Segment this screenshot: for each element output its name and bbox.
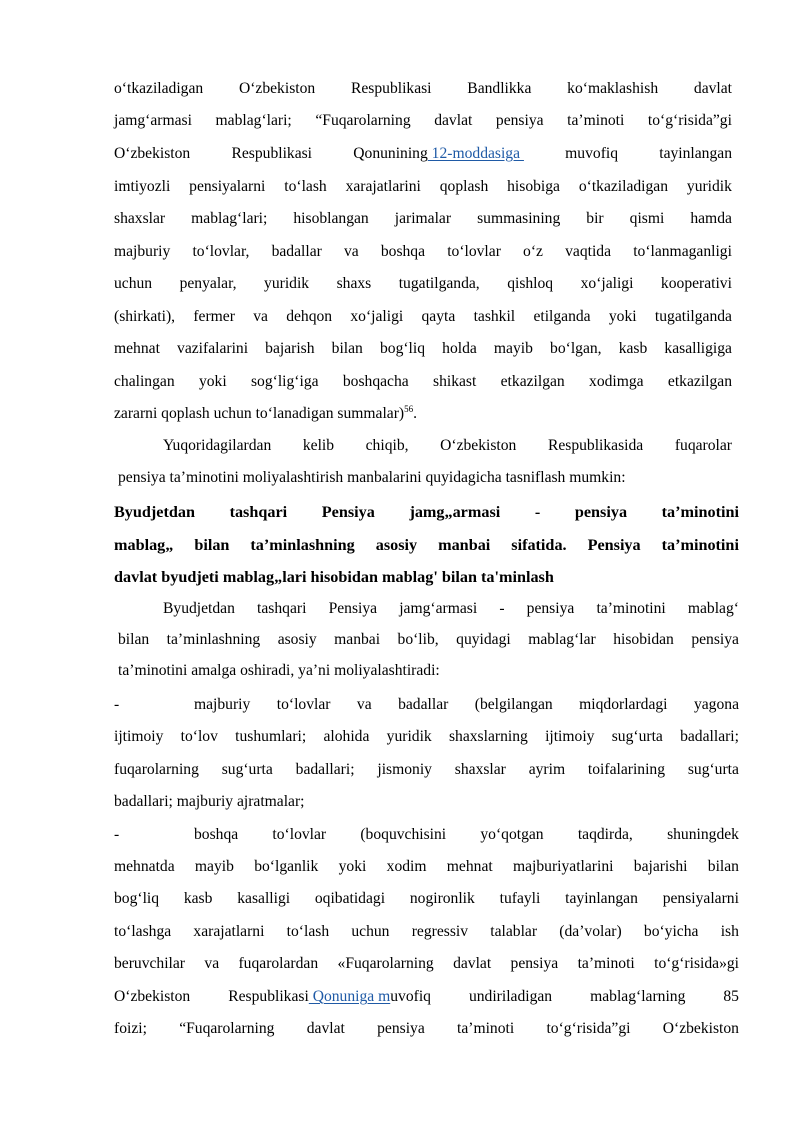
word: bir <box>586 210 604 227</box>
word: chalingan <box>114 373 175 390</box>
word: pensiya <box>495 112 544 129</box>
word: alohida <box>323 728 370 745</box>
word: to‘lash <box>286 923 330 940</box>
word: boshqa <box>194 826 239 843</box>
list-item-line <box>194 825 739 847</box>
word: pensiya <box>377 1020 425 1037</box>
word: Byudjetdan <box>114 503 195 521</box>
word: xarajatlarini <box>345 178 421 195</box>
paragraph-end-text: zararni qoplash uchun to‘lanadigan summalar) <box>114 405 405 422</box>
section-heading-line <box>114 502 739 524</box>
word: majburiy <box>114 243 171 260</box>
word: etilganda <box>533 308 591 325</box>
paragraph-line <box>114 242 732 264</box>
list-item-line <box>114 987 739 1009</box>
word: tugatilganda, <box>398 275 480 292</box>
paragraph-line <box>114 209 732 231</box>
word: mablag„ <box>114 536 174 554</box>
word: ta’minlashning <box>250 536 355 554</box>
paragraph-text: pensiya ta’minotini moliyalashtirish manbalarini quyidagicha tasniflash mumkin: <box>118 469 626 486</box>
word: shaxslar <box>114 210 166 227</box>
footnote-ref[interactable]: 56 <box>404 404 414 414</box>
word: tugatilganda <box>654 308 732 325</box>
word: to‘g‘risida”gi <box>546 1020 631 1037</box>
word: kooperativi <box>660 275 732 292</box>
word: jamg‘armasi <box>399 600 478 617</box>
word: (shirkati), <box>114 308 176 325</box>
word: Byudjetdan <box>163 600 235 617</box>
word: xo‘jaligi <box>580 275 634 292</box>
word: pensiya <box>691 631 739 648</box>
word: va <box>356 696 372 713</box>
word: qayta <box>421 308 456 325</box>
word: to‘g‘risida”gi <box>647 112 732 129</box>
word: va <box>204 955 220 972</box>
word: ta’minotini <box>661 503 739 521</box>
word: bo‘lgan, <box>550 340 602 357</box>
word: penyalar, <box>179 275 237 292</box>
word: pensiyalarni <box>189 178 266 195</box>
word: to‘lovlar <box>447 243 501 260</box>
word: kasb <box>183 890 213 907</box>
word: bo‘lganlik <box>254 858 319 875</box>
paragraph-line <box>118 630 739 652</box>
word: etkazilgan <box>500 373 565 390</box>
word: pensiyalarni <box>662 890 739 907</box>
word: bo‘yicha <box>643 923 699 940</box>
word: miqdorlardagi <box>579 696 668 713</box>
word: vaqtida <box>565 243 612 260</box>
word: sug‘urta <box>611 728 663 745</box>
word: O‘zbekiston <box>114 145 191 162</box>
word: badallar <box>398 696 449 713</box>
list-item-line <box>114 954 739 976</box>
word: bilan <box>118 631 150 648</box>
word: O‘zbekiston <box>440 437 517 454</box>
word: o‘tkaziladigan <box>578 178 669 195</box>
word: foizi; <box>114 1020 147 1037</box>
word: to‘lovlar, <box>192 243 250 260</box>
word: shikast <box>433 373 477 390</box>
word: va <box>343 243 359 260</box>
law-article-link[interactable]: 12-moddasiga <box>427 145 524 162</box>
word: fuqarolar <box>674 437 732 454</box>
word: holda <box>442 340 477 357</box>
word: ish <box>720 923 739 940</box>
word: xo‘jaligi <box>350 308 404 325</box>
word: mablag‘larning <box>590 988 686 1005</box>
word: tufayli <box>499 890 541 907</box>
list-item-text: badallari; majburiy ajratmalar; <box>114 793 305 810</box>
word: manbai <box>334 631 381 648</box>
word: ta’minotini <box>596 600 666 617</box>
word: shaxslarning <box>448 728 528 745</box>
word: to‘lovlar <box>272 826 327 843</box>
word: - <box>534 503 541 521</box>
word: manbai <box>438 536 491 554</box>
word: to‘lovlar <box>276 696 331 713</box>
word: yo‘qotgan <box>480 826 544 843</box>
word: mayib <box>493 340 533 357</box>
word: Respublikasi <box>228 988 309 1005</box>
word: mablag‘lar <box>528 631 596 648</box>
word: bilan <box>194 536 230 554</box>
word: to‘lov <box>180 728 218 745</box>
word: mehnat <box>446 858 493 875</box>
word: muvofiq <box>565 145 619 162</box>
word: yagona <box>693 696 739 713</box>
word: uchun <box>351 923 390 940</box>
word: badallari; <box>680 728 739 745</box>
word: bilan <box>707 858 739 875</box>
word: ijtimoiy <box>114 728 164 745</box>
paragraph-line <box>118 661 440 683</box>
word: sug‘urta <box>221 761 273 778</box>
word: yoki <box>338 858 367 875</box>
word: pensiya <box>574 503 628 521</box>
word: uvofiq <box>390 988 431 1005</box>
list-item-line <box>114 727 739 749</box>
paragraph-line <box>114 274 732 296</box>
word: qoplash <box>439 178 489 195</box>
word: davlat <box>453 955 492 972</box>
word: tashqari <box>229 503 288 521</box>
list-item-line <box>114 857 739 879</box>
word: ayrim <box>528 761 566 778</box>
word: boshqacha <box>342 373 409 390</box>
word: xodim <box>386 858 427 875</box>
word: kasalligiga <box>664 340 732 357</box>
word: asosiy <box>375 536 418 554</box>
word: ko‘maklashish <box>567 80 659 97</box>
word: talablar <box>490 923 538 940</box>
word: Respublikasi <box>231 145 313 162</box>
word: hamda <box>690 210 732 227</box>
word: mablag‘ <box>687 600 739 617</box>
word: bajarish <box>265 340 315 357</box>
word: bo‘lib, <box>397 631 439 648</box>
word: tayinlangan <box>659 145 732 162</box>
word: jismoniy <box>377 761 432 778</box>
word: hisoblangan <box>293 210 369 227</box>
word: ta’minotini <box>661 536 739 554</box>
paragraph-line <box>163 436 732 458</box>
word: quyidagi <box>456 631 511 648</box>
word: ijtimoiy <box>545 728 595 745</box>
list-item-line <box>114 922 739 944</box>
word: o‘z <box>523 243 543 260</box>
word: hisobidan <box>613 631 674 648</box>
word: mayib <box>194 858 234 875</box>
word: kasb <box>618 340 648 357</box>
word: fermer <box>193 308 235 325</box>
word: Qonunining <box>353 145 428 162</box>
word: nogironlik <box>409 890 475 907</box>
word: shaxslar <box>454 761 506 778</box>
word: undiriladigan <box>468 988 553 1005</box>
word: ta’minoti <box>567 112 625 129</box>
word: tashqari <box>257 600 307 617</box>
word: (belgilangan <box>474 696 553 713</box>
list-item-line <box>114 760 739 782</box>
word: qishloq <box>507 275 554 292</box>
word: davlat <box>434 112 473 129</box>
word: mablag‘lari; <box>215 112 292 129</box>
word: - <box>499 600 505 617</box>
paragraph-line <box>114 111 732 133</box>
word: summasining <box>477 210 561 227</box>
word: bajarishi <box>633 858 688 875</box>
word: pensiya <box>526 600 575 617</box>
word: mehnat <box>114 340 160 357</box>
heading-text: davlat byudjeti mablag„lari hisobidan mablag' bilan ta'minlash <box>114 568 554 586</box>
word: yoki <box>608 308 637 325</box>
word: xarajatlarni <box>193 923 265 940</box>
word: ta’minoti <box>577 955 635 972</box>
word: sug‘urta <box>687 761 739 778</box>
period: . <box>413 405 418 422</box>
word: badallari; <box>295 761 355 778</box>
word: Respublikasi <box>350 80 432 97</box>
word: mehnatda <box>114 858 175 875</box>
word: to‘lanmaganligi <box>633 243 732 260</box>
word: sifatida. <box>511 536 567 554</box>
list-item-dash: - <box>114 696 120 713</box>
paragraph-line <box>114 177 732 199</box>
paragraph-line <box>114 144 732 166</box>
word: bog‘liq <box>379 340 426 357</box>
word: Pensiya <box>587 536 641 554</box>
word: to‘g‘risida»gi <box>654 955 739 972</box>
word: yuridik <box>686 178 732 195</box>
word: toifalarining <box>587 761 665 778</box>
word: vazifalarini <box>177 340 249 357</box>
paragraph-line <box>114 79 732 101</box>
word: boshqa <box>380 243 426 260</box>
word: shuningdek <box>667 826 739 843</box>
word: pensiya <box>510 955 559 972</box>
word: hisobiga <box>507 178 560 195</box>
word: Respublikasida <box>547 437 644 454</box>
word: davlat <box>306 1020 345 1037</box>
word: shaxs <box>336 275 372 292</box>
word: to‘lash <box>284 178 327 195</box>
word: taqdirda, <box>577 826 633 843</box>
law-link[interactable]: Qonuniga m <box>308 988 391 1005</box>
word: O‘zbekiston <box>238 80 316 97</box>
word: badallar <box>271 243 322 260</box>
word: bog‘liq <box>114 890 160 907</box>
word: uchun <box>114 275 153 292</box>
word: kasalligi <box>237 890 291 907</box>
word: O‘zbekiston <box>114 988 191 1005</box>
word: tashkil <box>473 308 516 325</box>
word: mablag‘lari; <box>191 210 268 227</box>
word: O‘zbekiston <box>662 1020 739 1037</box>
word: bilan <box>331 340 363 357</box>
word: asosiy <box>277 631 317 648</box>
word: to‘lashga <box>114 923 172 940</box>
word: dehqon <box>286 308 333 325</box>
word: (da’volar) <box>559 923 622 940</box>
word: «Fuqarolarning <box>337 955 434 972</box>
word: fuqarolarning <box>114 761 199 778</box>
paragraph-line <box>114 404 417 426</box>
paragraph-text: ta’minotini amalga oshiradi, ya’ni moliyalashtiradi: <box>118 662 440 679</box>
word: jarimalar <box>394 210 452 227</box>
word: kelib <box>302 437 335 454</box>
word: o‘tkaziladigan <box>114 80 204 97</box>
list-item-line <box>114 889 739 911</box>
paragraph-line <box>114 339 732 361</box>
list-item-line <box>194 695 739 717</box>
word: fuqarolardan <box>238 955 319 972</box>
word: sog‘lig‘iga <box>250 373 319 390</box>
word: jamg‘armasi <box>114 112 192 129</box>
paragraph-line <box>118 468 626 490</box>
word: yoki <box>198 373 227 390</box>
word: (boquvchisini <box>360 826 447 843</box>
paragraph-line <box>114 307 732 329</box>
word: 85 <box>723 988 739 1005</box>
word: beruvchilar <box>114 955 186 972</box>
paragraph-line <box>114 372 732 394</box>
word: etkazilgan <box>667 373 732 390</box>
word: imtiyozli <box>114 178 171 195</box>
word: ta’minoti <box>457 1020 515 1037</box>
list-item-dash: - <box>114 826 120 843</box>
section-heading-line <box>114 567 554 589</box>
word: davlat <box>693 80 732 97</box>
word: “Fuqarolarning <box>179 1020 275 1037</box>
word: “Fuqarolarning <box>315 112 411 129</box>
word: tushumlari; <box>235 728 307 745</box>
word: ta’minlashning <box>166 631 261 648</box>
word: oqibatidagi <box>314 890 386 907</box>
word: Bandlikka <box>467 80 532 97</box>
word: yuridik <box>264 275 310 292</box>
section-heading-line <box>114 535 739 557</box>
word: chiqib, <box>365 437 409 454</box>
word: va <box>253 308 268 325</box>
word: majburiy <box>194 696 251 713</box>
list-item-line <box>114 792 305 814</box>
word: xodimga <box>589 373 644 390</box>
word: Yuqoridagilardan <box>163 437 272 454</box>
word: qismi <box>629 210 665 227</box>
word: jamg„armasi <box>409 503 501 521</box>
word: regressiv <box>411 923 469 940</box>
word: majburiyatlarini <box>513 858 614 875</box>
word: yuridik <box>386 728 432 745</box>
word: tayinlangan <box>565 890 638 907</box>
word: Pensiya <box>328 600 378 617</box>
list-item-line <box>114 1019 739 1041</box>
paragraph-line <box>163 599 739 621</box>
word: Pensiya <box>321 503 375 521</box>
